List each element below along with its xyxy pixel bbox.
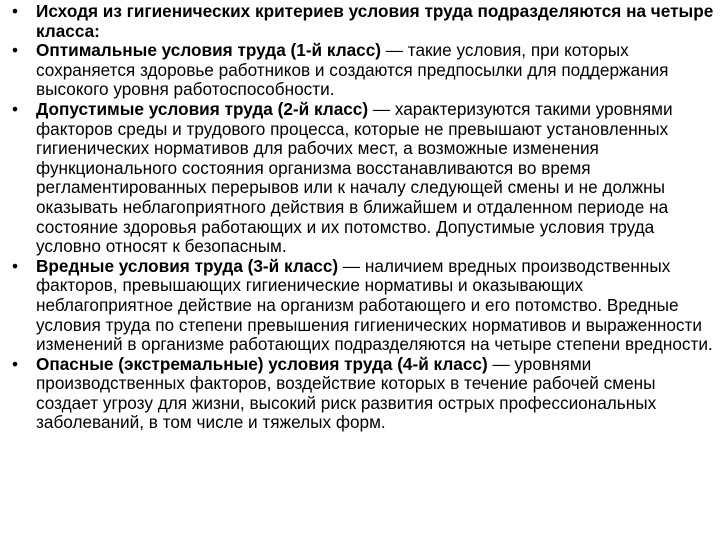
item-lead: Допустимые условия труда (2-й класс) [36,98,369,119]
bullet-list [12,2,716,433]
list-item [12,41,716,100]
bullet-icon: • [12,353,19,374]
bullet-icon: • [12,40,19,61]
item-body: — уровнями производственных факторов, воздействие которых в течение рабочей смены создает угрозу для жизни, высокий риск развития острых профессиональных заболеваний, в том числе и тяжелых форм. [36,353,657,433]
list-item [12,2,716,41]
item-lead: Опасные (экстремальные) условия труда (4-й класс) [36,353,488,374]
bullet-icon: • [12,98,19,119]
item-body: — такие условия, при которых сохраняется здоровье работников и создаются предпосылки для поддержания высокого уровня работоспособности. [36,40,669,100]
bullet-icon: • [12,1,19,21]
list-item [12,355,716,433]
item-lead: Исходя из гигиенических критериев условия труда подразделяются на четыре класса: [36,1,714,41]
item-body: — наличием вредных производственных факторов, превышающих гигиенические нормативы и оказывающих неблагоприятное действие на организм работающего и его потомство. Вредные условия труда по степени превышения гигиенических нормативов и выраженности изменений в организме работающих подразделяются на четыре степени вредности. [36,255,713,355]
bullet-icon: • [12,255,19,276]
item-lead: Оптимальные условия труда (1-й класс) [36,40,382,61]
item-body: — характеризуются такими уровнями факторов среды и трудового процесса, которые не превышают установленных гигиенических нормативов для рабочих мест, а возможные изменения функционального состояния организма восстанавливаются во время регламентированных перерывов или к началу следующей смены и не должны оказывать неблагоприятного действия в ближайшем и отдаленном периоде на состояние здоровья работающих и их потомство. Допустимые условия труда условно относят к безопасным. [36,98,673,257]
list-item [12,100,716,257]
list-item [12,257,716,355]
item-lead: Вредные условия труда (3-й класс) [36,255,339,276]
